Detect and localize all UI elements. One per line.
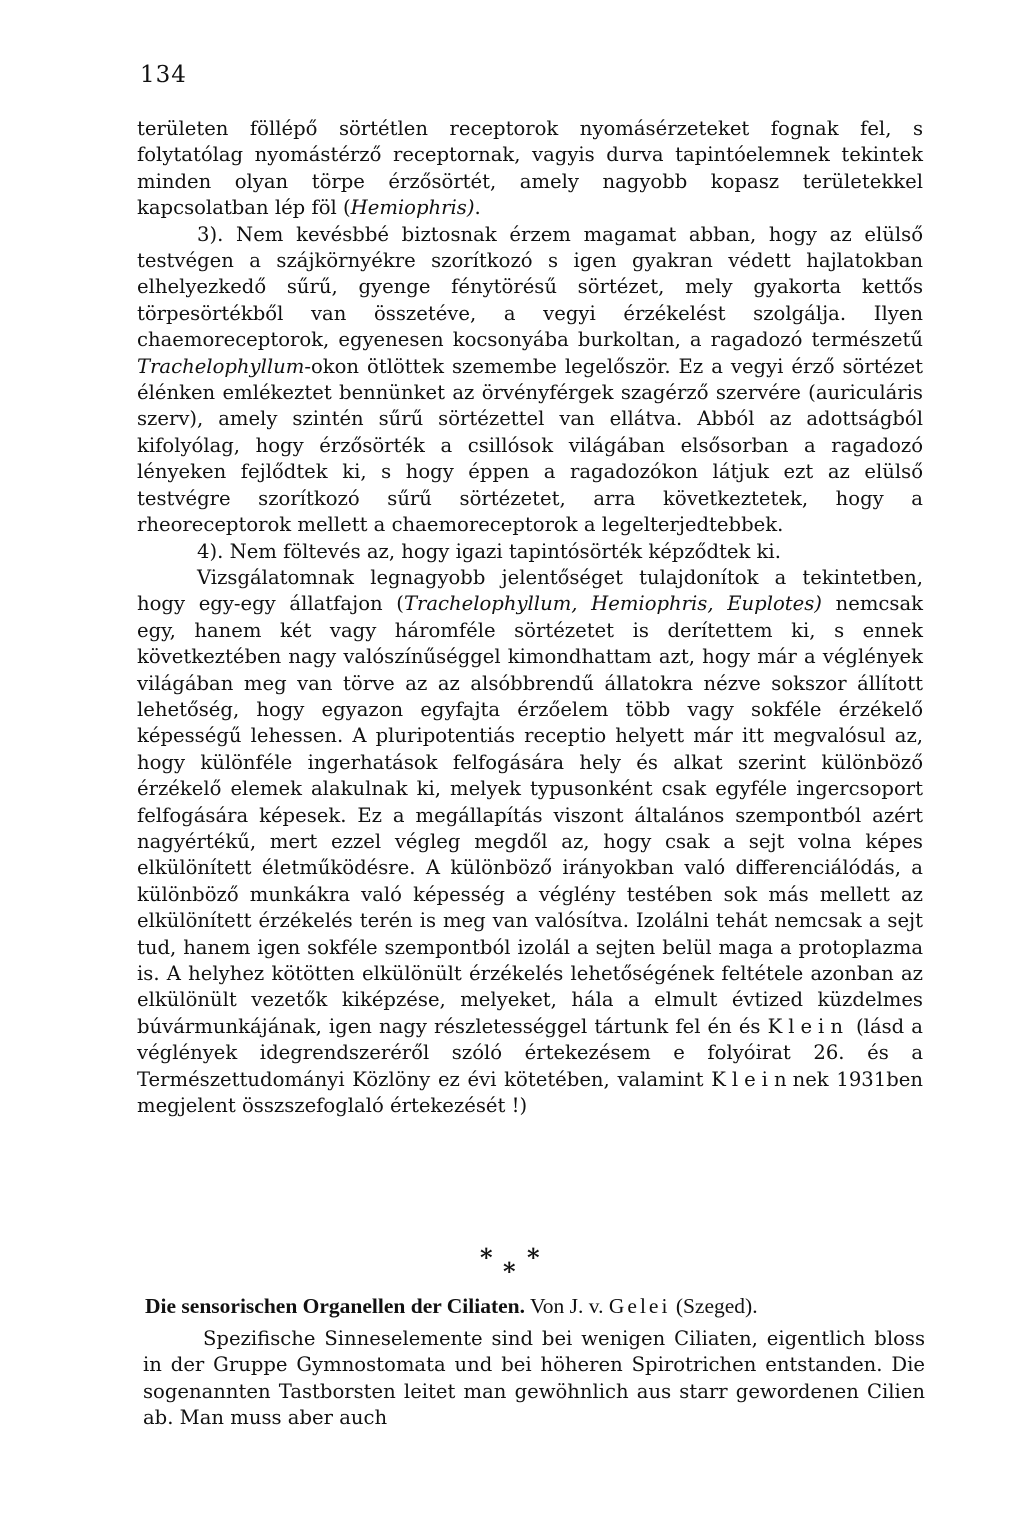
byline-author: Gelei bbox=[608, 1294, 671, 1318]
hungarian-body-text bbox=[137, 116, 923, 1119]
article-heading bbox=[145, 1294, 935, 1319]
article-title: Die sensorischen Organellen der Ciliaten. bbox=[145, 1294, 526, 1318]
italic-run: Trachelophyllum, Hemiophris, Euplotes) bbox=[403, 592, 822, 616]
german-body-text bbox=[143, 1326, 925, 1432]
separator-star-middle: * bbox=[503, 1257, 516, 1286]
page-number: 134 bbox=[140, 62, 187, 88]
text-run: Vizsgálatomnak legnagyobb jelentőséget tulajdonítok a tekintetben, hogy egy-egy állatfajon ( bbox=[137, 565, 923, 616]
paragraph-p1 bbox=[137, 116, 923, 222]
text-run: nek 1931ben megjelent összszefoglaló értekezését !) bbox=[137, 1067, 923, 1118]
byline-suffix: (Szeged). bbox=[670, 1294, 758, 1318]
text-run: (lásd a véglények idegrendszeréről szóló értekezésem e folyóirat 26. és a Természettudományi Közlöny ez évi kötetében, valamint bbox=[137, 1014, 923, 1091]
section-separator bbox=[480, 1243, 550, 1286]
paragraph-p4 bbox=[137, 565, 923, 1120]
text-run: -okon ötlöttek szemembe legelőször. Ez a vegyi érző sörtézet élénken emlékeztet bennünket az örvényférgek szagérző szervére (auriculáris szerv), amely szintén sűrű sörtézettel van ellátva. Abból az adottságból kifolyólag, hogy érzősörték a csillósok világában elsősorban a ragadozó lényeken fejlődtek ki, s hogy éppen a ragadozókon látjuk ezt az elülső testvégre szorítkozó sűrű sörtézetet, arra következtetek, hogy a rheoreceptorok mellett a chaemoreceptorok a legelterjedtebbek. bbox=[137, 354, 923, 537]
text-run: . bbox=[474, 196, 481, 220]
italic-run: Hemiophris) bbox=[350, 196, 475, 220]
text-run: 3). Nem kevésbbé biztosnak érzem magamat abban, hogy az elülső testvégen a szájkörnyékre szorítkozó s igen gyakran védett hajlatokban elhelyezkedő sűrű, gyenge fénytörésű sörtézet, mely gyakorta kettős törpesörtékből van összetéve, a vegyi érzékelést szolgálja. Ilyen chaemoreceptorok, egyenesen kocsonyába burkoltan, a ragadozó természetű bbox=[137, 222, 923, 352]
spaced-name-run: Klein bbox=[711, 1067, 793, 1091]
separator-star-right: * bbox=[527, 1243, 540, 1272]
byline-prefix: Von J. v. bbox=[530, 1294, 609, 1318]
text-run: területen föllépő sörtétlen receptorok nyomásérzeteket fognak fel, s folytatólag nyomástérző receptornak, vagyis durva tapintóelemnek tekintek minden olyan törpe érzősörtét, amely nagyobb kopasz területekkel kapcsolatban lép föl ( bbox=[137, 117, 923, 220]
text-run: nemcsak egy, hanem két vagy háromféle sörtézetet is derítettem ki, s ennek következtében nagy valószínűséggel kimondhattam azt, hogy már a véglények világában meg van törve az az alsóbbrendű állatokra nézve sokszor állított lehetőség, hogy egyazon egyfajta érzőelem több vagy sokféle érzékelő képességű lehessen. A pluripotentiás receptio helyett már itt megvalósul az, hogy különféle ingerhatások felfogására hely és alkat szerint különböző érzékelő elemek alakulnak ki, melyek typusonként csak egyféle ingercsoport felfogására képesek. Ez a megállapítás viszont általános szempontból azért nagyértékű, mert ezzel végleg megdől az, hogy csak a sejt volna képes elkülönített életműködésre. A különböző irányokban való differenciálódás, a különböző munkákra való képesség a véglény testében sok más mellett az elkülönített érzékelés terén is meg van valósítva. Izolálni tehát nemcsak a sejt tud, hanem igen sokféle szempontból izolál a sejten belül maga a protoplazma is. A helyhez kötötten elkülönült érzékelés lehetőségének feltétele azonban az elkülönült vezetők kiképzése, melyeket, hála a elmult évtized küzdelmes búvármunkájának, igen nagy részletességgel tártunk fel én és bbox=[137, 592, 924, 1038]
paragraph-p3 bbox=[137, 539, 923, 565]
spaced-name-run: Klein bbox=[767, 1014, 849, 1038]
german-paragraph: Spezifische Sinneselemente sind bei wenigen Ciliaten, eigentlich bloss in der Gruppe Gymnostomata und bei höheren Spirotrichen entstanden. Die sogenannten Tastborsten leitet man gewöhnlich aus starr gewordenen Cilien ab. Man muss aber auch bbox=[143, 1327, 925, 1430]
separator-star-left: * bbox=[480, 1243, 493, 1272]
paragraph-p2 bbox=[137, 222, 923, 539]
italic-run: Trachelophyllum bbox=[137, 354, 305, 378]
text-run: 4). Nem föltevés az, hogy igazi tapintósörték képződtek ki. bbox=[197, 539, 781, 563]
